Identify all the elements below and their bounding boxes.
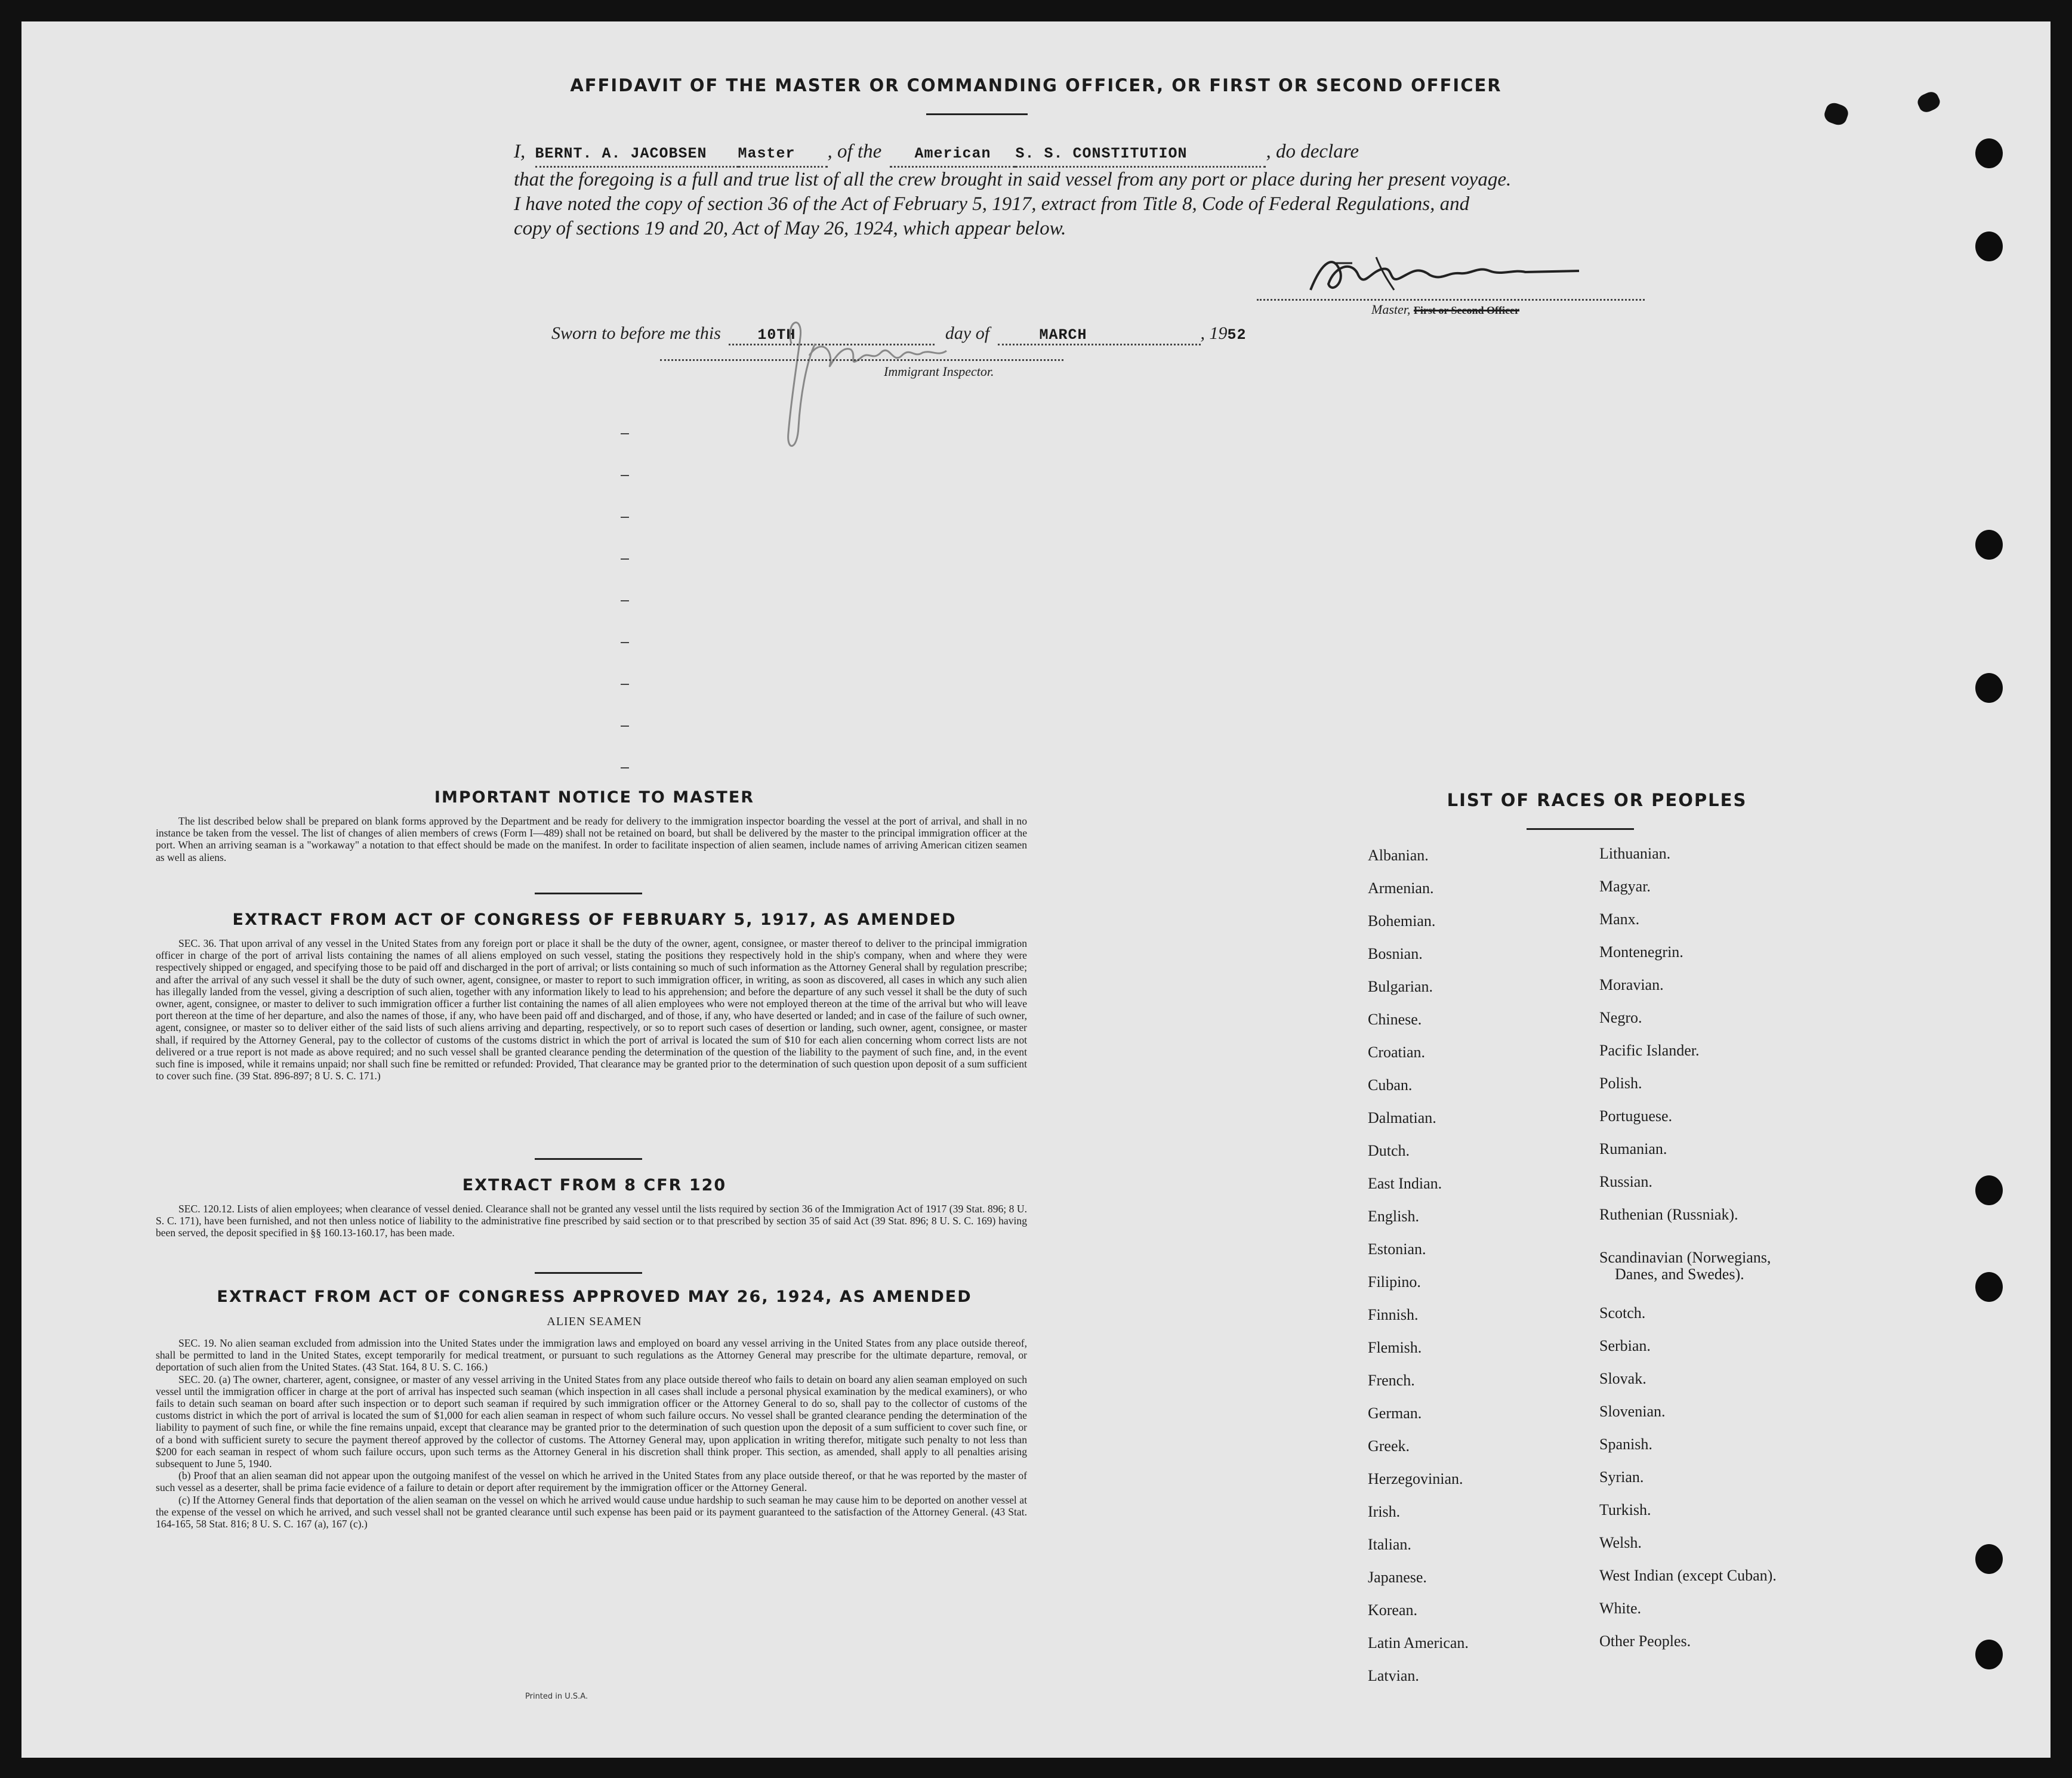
sec20a-paragraph: SEC. 20. (a) The owner, charterer, agent, consignee, or master of any vessel arriving in the United States from any place outside thereof who fails to detain on board any alien seaman employed on such vessel until the immigration officer in charge at the port of arrival has inspected such seaman (which inspection in all cases shall include a personal physical examination by the medical examiners), or who fails to detain such seaman on board after such inspection or to deport such seaman if required by such immigration officer or the Attorney General to do so, shall pay to the collector of customs of the customs district in which the port of arrival is located the sum of $1,000 for each alien seaman in respect of whom such failure occurs. No vessel shall be granted clearance pending the determination of the liability to payment of such fine, or while the fine remains unpaid, except that clearance may be granted prior to the determination of such question upon the deposit of a sum sufficient to cover such fine, or of a bond with sufficient surety to secure the payment thereof approved by the collector of customs. The Attorney General may, upon application in writing therefor, mitigate such penalty to not less than $200 for each seaman in respect of whom such failure occurs, upon such terms as the Attorney General in his discretion shall think proper. This section, as amended, shall apply to all penalties arising subsequent to June 5, 1940. bbox=[156, 1373, 1027, 1470]
race-item: Dalmatian. bbox=[1368, 1109, 1436, 1126]
sec20b-paragraph: (b) Proof that an alien seaman did not appear upon the outgoing manifest of the vessel on which he arrived in the United States from any place outside thereof, or that he was reported by the master of such vessel as a deserter, shall be prima facie evidence of a failure to detain or deport after requirement by the immigration officer or the Attorney General. bbox=[156, 1470, 1027, 1494]
extract-1924-title: EXTRACT FROM ACT OF CONGRESS APPROVED MAY 26, 1924, AS AMENDED bbox=[217, 1288, 972, 1306]
extract-cfr-body bbox=[156, 1203, 1027, 1239]
race-item: Spanish. bbox=[1599, 1436, 1652, 1453]
declaration-line-3: I have noted the copy of section 36 of the Act of February 5, 1917, extract from Title 8, Code of Federal Regulations, and bbox=[514, 193, 1470, 215]
margin-tick bbox=[621, 558, 629, 560]
sworn-year-prefix: , 19 bbox=[1200, 323, 1228, 343]
races-divider bbox=[1527, 828, 1634, 830]
inspector-line bbox=[660, 359, 1063, 361]
extract-cfr-title: EXTRACT FROM 8 CFR 120 bbox=[462, 1176, 727, 1194]
race-item: Armenian. bbox=[1368, 879, 1434, 897]
race-item: Serbian. bbox=[1599, 1337, 1651, 1354]
race-item: Finnish. bbox=[1368, 1306, 1419, 1323]
name-field bbox=[535, 140, 738, 168]
declaration-of-the: , of the bbox=[827, 141, 882, 162]
race-item: White. bbox=[1599, 1600, 1642, 1617]
inspector-caption: Immigrant Inspector. bbox=[884, 364, 994, 379]
race-item: Dutch. bbox=[1368, 1142, 1410, 1159]
extract-cfr-paragraph: SEC. 120.12. Lists of alien employees; when clearance of vessel denied. Clearance shall not be granted any vessel until the lists required by section 36 of the Immigration Act of 1917 (39 Stat. 896; 8 U. S. C. 171), have been furnished, and not then unless notice of liability to the administrative fine prescribed by said section or to that prescribed by section 35 of said Act (39 Stat. 896; 8 U. S. C. 169) having been served, the deposit specified in §§ 160.13-160.17, has been made. bbox=[156, 1203, 1027, 1239]
punch-hole bbox=[1975, 673, 2003, 703]
race-item: English. bbox=[1368, 1208, 1419, 1225]
inspector-signature bbox=[773, 308, 1012, 463]
document-sheet bbox=[21, 21, 2051, 1758]
race-item: Bulgarian. bbox=[1368, 978, 1433, 995]
declaration-do-declare: , do declare bbox=[1266, 141, 1359, 162]
sec20c-paragraph: (c) If the Attorney General finds that deportation of the alien seaman on the vessel on which he arrived would cause undue hardship to such seaman he may cause him to be deported on another vessel at the expense of the vessel on which he arrived, and such vessel shall not be granted clearance until such expense has been paid or its payment guaranteed to the satisfaction of the Attorney General. (43 Stat. 164-165, 58 Stat. 816; 8 U. S. C. 167 (a), 167 (c).) bbox=[156, 1493, 1027, 1530]
race-item: Irish. bbox=[1368, 1503, 1401, 1520]
declaration-line-4: copy of sections 19 and 20, Act of May 26, 1924, which appear below. bbox=[514, 218, 1066, 239]
race-item: Albanian. bbox=[1368, 847, 1429, 864]
vessel-nationality: American bbox=[914, 145, 991, 162]
race-item: Rumanian. bbox=[1599, 1140, 1667, 1157]
sworn-day: 10TH bbox=[757, 326, 796, 344]
notice-paragraph: The list described below shall be prepared on blank forms approved by the Department and be ready for delivery to the immigration inspector boarding the vessel at the port of arrival, and shall in no instance be taken from the vessel. The list of changes of alien members of crews (Form I—489) shall not be retained on board, but shall be delivered by the master to the principal immigration officer at the port. When an arriving seaman is a "workaway" a notation to that effect should be made on the manifest. In order to facilitate inspection of alien seamen, include names of arriving American citizen seamen as well as aliens. bbox=[156, 815, 1027, 863]
struck-officer-caption: First or Second Officer bbox=[1413, 304, 1520, 316]
race-item: Danes, and Swedes). bbox=[1615, 1265, 1744, 1283]
margin-tick bbox=[621, 475, 629, 476]
sworn-month: MARCH bbox=[1039, 326, 1087, 344]
nationality-field bbox=[890, 140, 1015, 168]
notice-body bbox=[156, 815, 1027, 863]
race-item: Herzegovinian. bbox=[1368, 1470, 1463, 1487]
race-item: Syrian. bbox=[1599, 1468, 1644, 1486]
notice-divider bbox=[535, 893, 642, 894]
race-item: East Indian. bbox=[1368, 1175, 1442, 1192]
race-item: Scandinavian (Norwegians, bbox=[1599, 1249, 1771, 1266]
declaration-i: I, bbox=[514, 141, 526, 162]
races-title: LIST OF RACES OR PEOPLES bbox=[1447, 790, 1747, 810]
punch-hole bbox=[1975, 1544, 2003, 1574]
title-divider bbox=[926, 113, 1028, 115]
rank-field bbox=[738, 140, 828, 168]
race-item: Montenegrin. bbox=[1599, 943, 1684, 961]
race-item: West Indian (except Cuban). bbox=[1599, 1567, 1777, 1584]
affidavit-title: AFFIDAVIT OF THE MASTER OR COMMANDING OFFICER, OR FIRST OR SECOND OFFICER bbox=[570, 75, 1502, 95]
margin-tick bbox=[621, 684, 629, 685]
extract-1924-body bbox=[156, 1337, 1027, 1530]
margin-tick bbox=[621, 600, 629, 601]
master-caption: Master, bbox=[1371, 302, 1411, 317]
race-item: Other Peoples. bbox=[1599, 1632, 1691, 1650]
punch-hole bbox=[1975, 1640, 2003, 1669]
declaration-line-1 bbox=[514, 140, 1663, 168]
race-item: Chinese. bbox=[1368, 1011, 1422, 1028]
printed-in-usa: Printed in U.S.A. bbox=[525, 1692, 588, 1701]
extract-1917-divider bbox=[535, 1158, 642, 1160]
race-item: Lithuanian. bbox=[1599, 845, 1671, 862]
extract-1917-title: EXTRACT FROM ACT OF CONGRESS OF FEBRUARY 5, 1917, AS AMENDED bbox=[232, 910, 957, 929]
race-item: Slovak. bbox=[1599, 1370, 1646, 1387]
race-item: Flemish. bbox=[1368, 1339, 1422, 1356]
race-item: Negro. bbox=[1599, 1009, 1642, 1026]
race-item: Welsh. bbox=[1599, 1534, 1642, 1551]
race-item: German. bbox=[1368, 1405, 1422, 1422]
race-item: Korean. bbox=[1368, 1601, 1418, 1619]
race-item: Japanese. bbox=[1368, 1569, 1427, 1586]
margin-tick bbox=[621, 642, 629, 643]
extract-cfr-divider bbox=[535, 1272, 642, 1274]
margin-tick bbox=[621, 433, 629, 434]
punch-hole bbox=[1975, 231, 2003, 261]
race-item: French. bbox=[1368, 1372, 1415, 1389]
sworn-prefix: Sworn to before me this bbox=[551, 323, 721, 343]
sworn-day-of: day of bbox=[945, 323, 990, 343]
race-item: Estonian. bbox=[1368, 1240, 1426, 1258]
vessel-name: S. S. CONSTITUTION bbox=[1015, 145, 1188, 162]
extract-1917-paragraph: SEC. 36. That upon arrival of any vessel in the United States from any foreign port or place it shall be the duty of the owner, agent, consignee, or master thereof to deliver to the principal immigration officer in charge of the port of arrival lists containing the names of all aliens employed on such vessel, stating the positions they respectively hold in the ship's company, when and where they were respectively shipped or engaged, and specifying those to be paid off and discharged in the port of arrival; or lists containing so much of such information as the Attorney General shall by regulation prescribe; and after the arrival of any such vessel it shall be the duty of such owner, agent, consignee, or master to report to such immigration officer, in writing, as soon as discovered, all cases in which any such alien has illegally landed from the vessel, giving a description of such alien, together with any information likely to lead to his apprehension; and before the departure of any such vessel it shall be the duty of such owner, agent, consignee, or master to deliver to such immigration officer a further list containing the names of all alien employees who were not employed thereon at the time of the arrival but who will leave port thereon at the time of her departure, and also the names of those, if any, who have been paid off and discharged, and of those, if any, who have deserted or landed; and in case of the failure of such owner, agent, consignee, or master so to deliver either of the said lists of such aliens arriving and departing, respectively, or so to report such cases of desertion or landing, such owner, agent, consignee, or master shall, if required by the Attorney General, pay to the collector of customs of the customs district in which the port of arrival is located the sum of $10 for each alien concerning whom correct lists are not delivered or a true report is not made as above required; and no such vessel shall be granted clearance pending the determination of the question of the liability to the payment of such fine, and, in the event such fine is imposed, while it remains unpaid; nor shall such fine be remitted or refunded: Provided, That clearance may be granted prior to the determination of such question upon deposit of a sum sufficient to cover such fine. (39 Stat. 896-897; 8 U. S. C. 171.) bbox=[156, 937, 1027, 1082]
race-item: Moravian. bbox=[1599, 976, 1664, 993]
race-item: Magyar. bbox=[1599, 878, 1651, 895]
race-item: Slovenian. bbox=[1599, 1403, 1666, 1420]
extract-1917-body bbox=[156, 937, 1027, 1082]
notice-title: IMPORTANT NOTICE TO MASTER bbox=[434, 788, 755, 807]
punch-hole bbox=[1975, 1272, 2003, 1302]
race-item: Bosnian. bbox=[1368, 945, 1423, 962]
vessel-field bbox=[1015, 140, 1266, 168]
signature-caption bbox=[1371, 302, 1519, 317]
race-item: Latvian. bbox=[1368, 1667, 1419, 1684]
race-item: Pacific Islander. bbox=[1599, 1042, 1700, 1059]
month-field bbox=[998, 323, 1201, 345]
ink-speck bbox=[1822, 101, 1850, 128]
punch-hole bbox=[1975, 1175, 2003, 1205]
race-item: Italian. bbox=[1368, 1536, 1411, 1553]
race-item: Bohemian. bbox=[1368, 912, 1436, 930]
margin-tick bbox=[621, 517, 629, 518]
race-item: Greek. bbox=[1368, 1437, 1410, 1455]
declaration-line-2: that the foregoing is a full and true list of all the crew brought in said vessel from any port or place during her present voyage. bbox=[514, 169, 1512, 190]
margin-tick bbox=[621, 726, 629, 727]
declaration-paragraph bbox=[514, 140, 1663, 241]
race-item: Turkish. bbox=[1599, 1501, 1651, 1518]
margin-tick bbox=[621, 767, 629, 768]
race-item: Portuguese. bbox=[1599, 1107, 1673, 1125]
race-item: Manx. bbox=[1599, 910, 1640, 928]
race-item: Filipino. bbox=[1368, 1273, 1421, 1291]
extract-1924-subtitle: ALIEN SEAMEN bbox=[547, 1315, 642, 1328]
race-item: Croatian. bbox=[1368, 1044, 1426, 1061]
race-item: Russian. bbox=[1599, 1173, 1652, 1190]
sec19-paragraph: SEC. 19. No alien seaman excluded from admission into the United States under the immigration laws and employed on board any vessel arriving in the United States from any place outside thereof, shall be permitted to land in the United States, except temporarily for medical treatment, or pursuant to such regulations as the Attorney General may prescribe for the ultimate departure, removal, or deportation of such alien from the United States. (43 Stat. 164, 8 U. S. C. 166.) bbox=[156, 1337, 1027, 1373]
master-rank: Master bbox=[738, 145, 796, 162]
punch-hole bbox=[1975, 530, 2003, 560]
race-item: Polish. bbox=[1599, 1075, 1642, 1092]
race-item: Scotch. bbox=[1599, 1304, 1646, 1322]
race-item: Ruthenian (Russniak). bbox=[1599, 1206, 1738, 1223]
sworn-year-suffix: 52 bbox=[1227, 326, 1247, 344]
race-item: Latin American. bbox=[1368, 1634, 1469, 1652]
race-item: Cuban. bbox=[1368, 1076, 1413, 1094]
master-name: BERNT. A. JACOBSEN bbox=[535, 145, 707, 162]
signature-line bbox=[1257, 299, 1645, 301]
punch-hole bbox=[1975, 138, 2003, 168]
